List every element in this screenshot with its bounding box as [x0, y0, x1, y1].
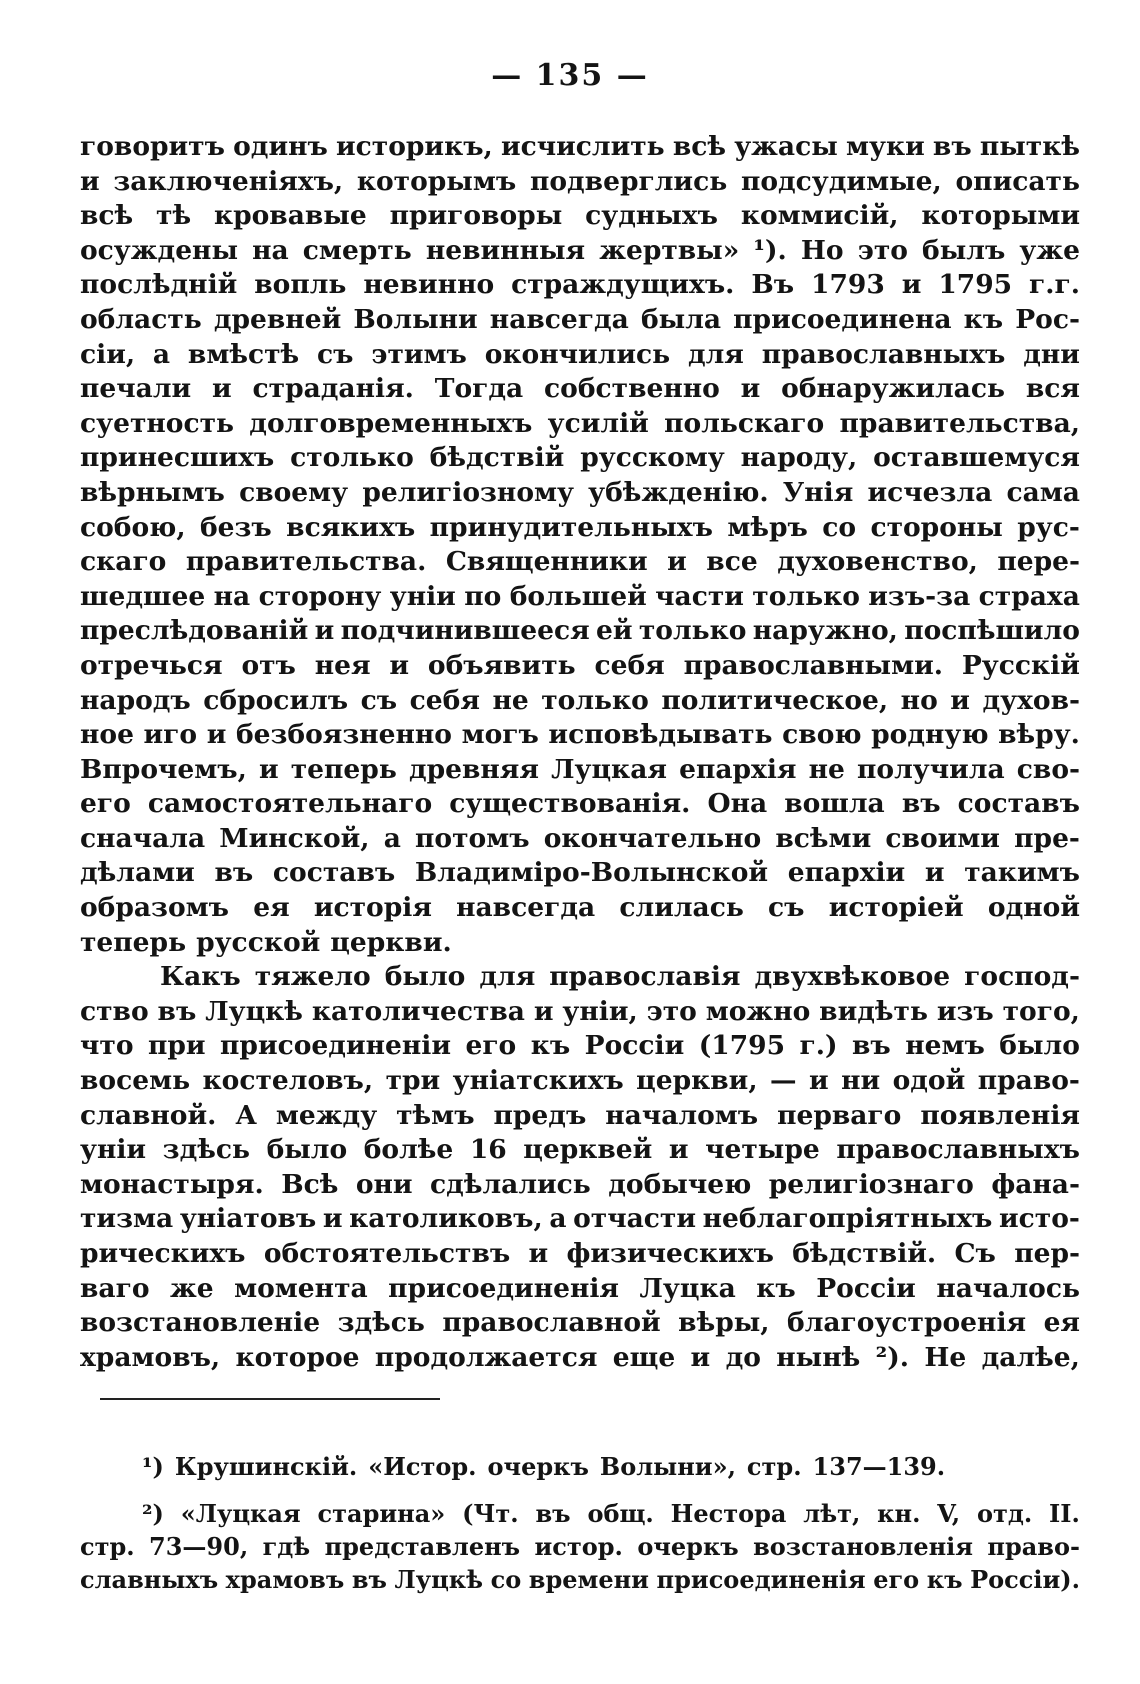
text-line: собою, безъ всякихъ принудительныхъ мѣръ со стороны рус- [80, 511, 1080, 543]
text-line: печали и страданія. Тогда собственно и обнаружилась вся [80, 373, 1080, 405]
footnote-line: ¹) Крушинскій. «Истор. очеркъ Волыни», стр. 137—139. [142, 1452, 946, 1481]
text-line: область древней Волыни навсегда была присоединена къ Рос- [80, 303, 1080, 335]
text-line: храмовъ, которое продолжается еще и до нынѣ ²). Не далѣе, [80, 1341, 1080, 1373]
text-line: скаго правительства. Священники и все духовенство, пере- [80, 546, 1080, 578]
text-line: славной. А между тѣмъ предъ началомъ перваго появленія [80, 1099, 1080, 1131]
text-line: его самостоятельнаго существованія. Она вошла въ составъ [80, 788, 1080, 820]
footnote-separator [100, 1398, 440, 1400]
text-line: суетность долговременныхъ усилій польскаго правительства, [80, 407, 1080, 439]
text-line: тизма уніатовъ и католиковъ, а отчасти неблагопріятныхъ исто- [80, 1203, 1080, 1235]
text-line: Впрочемъ, и теперь древняя Луцкая епархія не получила сво- [80, 753, 1080, 785]
text-line: и заключеніяхъ, которымъ подверглись подсудимые, описать [80, 165, 1080, 197]
text-line: принесшихъ столько бѣдствій русскому народу, оставшемуся [80, 442, 1080, 474]
footnote-line: стр. 73—90, гдѣ представленъ истор. очеркъ возстановленія право- [80, 1532, 1080, 1561]
text-line: образомъ ея исторія навсегда слилась съ исторіей одной [80, 892, 1080, 924]
text-line: ваго же момента присоединенія Луцка къ Россіи началось [80, 1272, 1080, 1304]
text-line: шедшее на сторону уніи по большей части только изъ-за страха [80, 580, 1080, 612]
text-line: монастыря. Всѣ они сдѣлались добычею религіознаго фана- [80, 1168, 1080, 1200]
text-line: Какъ тяжело было для православія двухвѣковое господ- [160, 961, 1080, 993]
main-text [80, 130, 1080, 1375]
text-line: сіи, а вмѣстѣ съ этимъ окончились для православныхъ дни [80, 338, 1080, 370]
text-line: восемь костеловъ, три уніатскихъ церкви, — и ни одой право- [80, 1065, 1080, 1097]
text-line: вѣрнымъ своему религіозному убѣжденію. Унія исчезла сама [80, 476, 1080, 508]
text-line: преслѣдованій и подчинившееся ей только наружно, поспѣшило [80, 615, 1080, 647]
text-line: отречься отъ нея и объявить себя православными. Русскій [80, 649, 1080, 681]
text-line: уніи здѣсь было болѣе 16 церквей и четыре православныхъ [80, 1134, 1080, 1166]
text-line: теперь русской церкви. [80, 926, 452, 958]
text-line: дѣлами въ составъ Владиміро-Волынской епархіи и такимъ [80, 857, 1080, 889]
text-line: рическихъ обстоятельствъ и физическихъ бѣдствій. Съ пер- [80, 1238, 1080, 1269]
text-line: послѣдній вопль невинно страждущихъ. Въ 1793 и 1795 г.г. [80, 269, 1080, 301]
text-line: ство въ Луцкѣ католичества и уніи, это можно видѣть изъ того, [80, 995, 1080, 1027]
text-line: народъ сбросилъ съ себя не только политическое, но и духов- [80, 684, 1080, 716]
text-line: что при присоединеніи его къ Россіи (1795 г.) въ немъ было [80, 1030, 1080, 1062]
text-line: ное иго и безбоязненно могъ исповѣдывать свою родную вѣру. [80, 719, 1080, 751]
footnote-line: ²) «Луцкая старина» (Чт. въ общ. Нестора лѣт, кн. V, отд. II. [142, 1499, 1080, 1528]
footnotes [80, 1450, 1080, 1596]
text-line: возстановленіе здѣсь православной вѣры, благоустроенія ея [80, 1307, 1080, 1339]
text-line: всѣ тѣ кровавые приговоры судныхъ коммисій, которыми [80, 200, 1080, 232]
page-number: — 135 — [491, 58, 649, 93]
footnote-line: славныхъ храмовъ въ Луцкѣ со времени присоединенія его къ Россіи). [80, 1565, 1080, 1594]
text-line: говоритъ одинъ историкъ, исчислить всѣ ужасы муки въ пыткѣ [80, 131, 1080, 162]
text-line: сначала Минской, а потомъ окончательно всѣми своими пре- [80, 822, 1080, 854]
text-line: осуждены на смерть невинныя жертвы» ¹). Но это былъ уже [80, 234, 1080, 266]
